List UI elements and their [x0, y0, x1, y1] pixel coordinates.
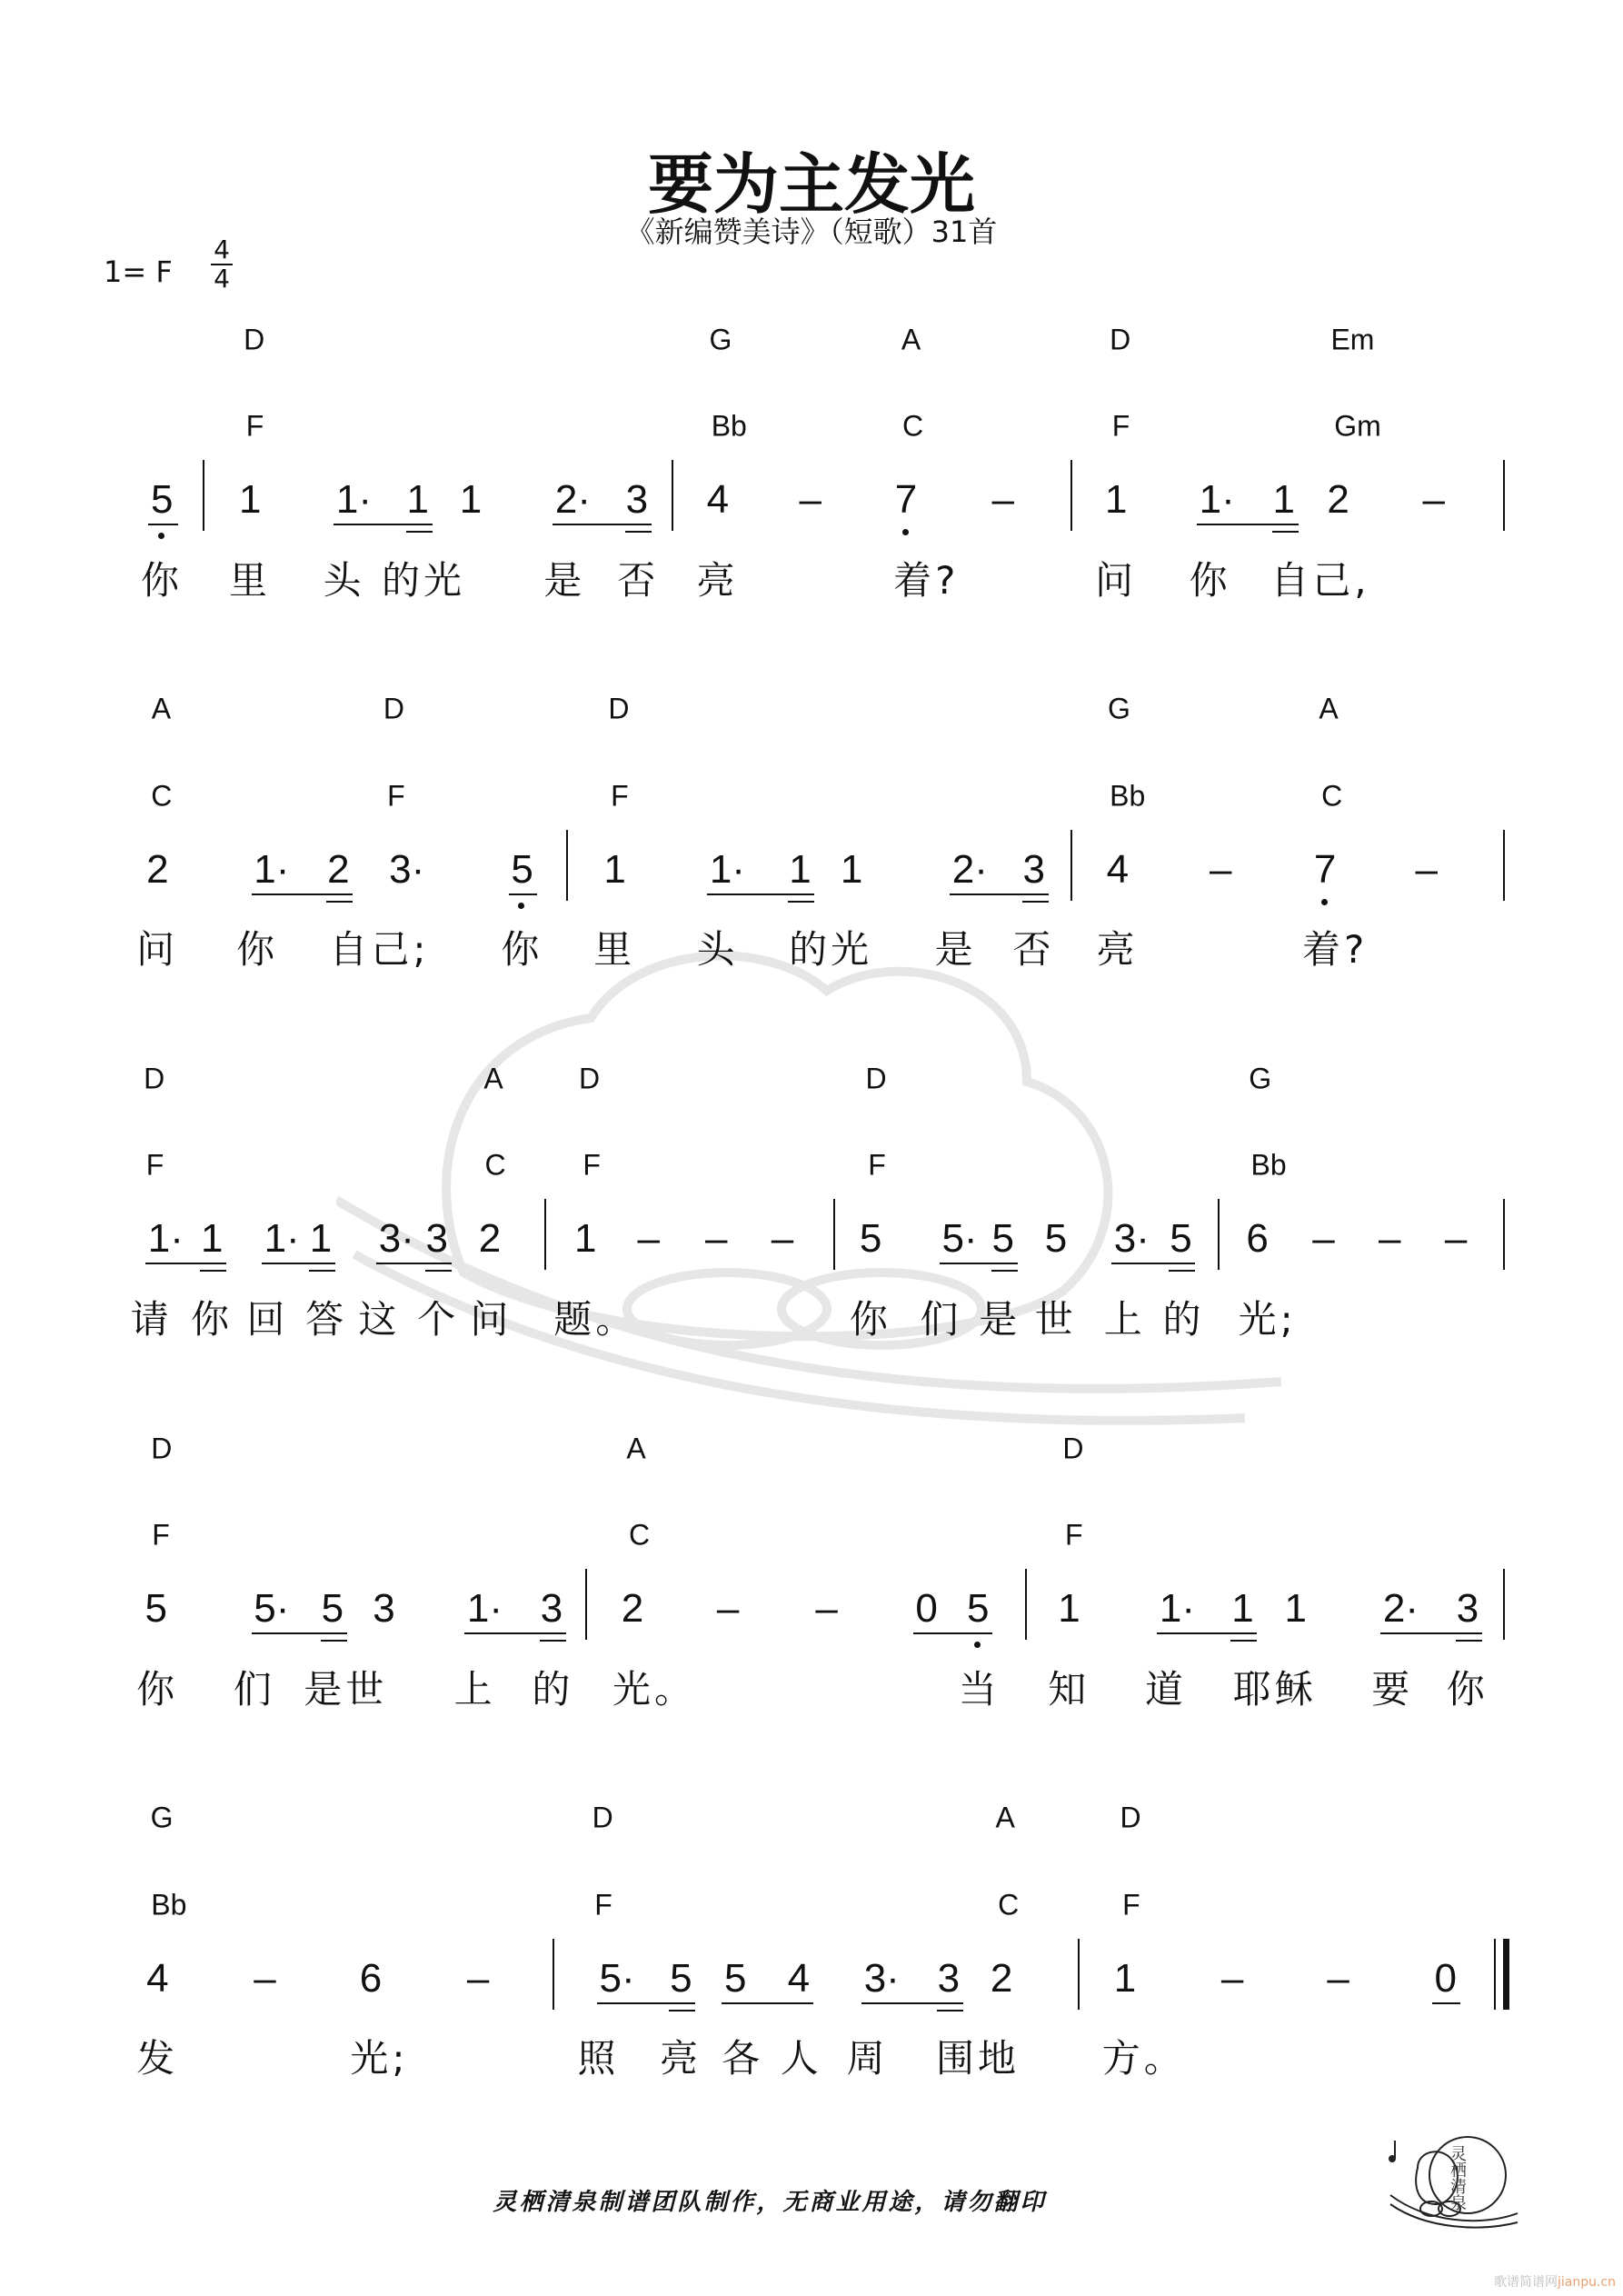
note: 1·: [264, 1216, 300, 1262]
underline-beam: [334, 524, 432, 525]
lyric: 你: [140, 557, 183, 603]
note: 1·: [147, 1216, 184, 1262]
note: 3: [425, 1216, 449, 1262]
barline: [203, 460, 204, 531]
note: –: [1415, 846, 1438, 892]
chord-bottom: F: [594, 1888, 612, 1922]
note: –: [1422, 477, 1446, 523]
underline-beam: [1169, 1270, 1195, 1272]
underline-beam: [509, 893, 537, 895]
note: 3: [1456, 1585, 1479, 1631]
lyric: 光。: [612, 1666, 697, 1712]
note: 3·: [863, 1955, 900, 2001]
octave-dot-below: [974, 1642, 981, 1648]
lyric: 答: [305, 1297, 348, 1343]
note: 3: [540, 1585, 563, 1631]
lyric: 问: [136, 927, 179, 973]
underline-beam: [1272, 531, 1299, 533]
note: 1: [1105, 477, 1128, 523]
note: 2·: [554, 477, 592, 523]
underline-beam: [1432, 2002, 1460, 2004]
barline: [833, 1199, 835, 1270]
lyric: 是: [934, 927, 977, 973]
note: –: [1444, 1216, 1468, 1262]
note: 1: [406, 477, 429, 523]
underline-beam: [707, 893, 814, 895]
note: 1: [789, 846, 812, 892]
underline-beam: [200, 1270, 226, 1272]
underline-beam: [937, 2010, 963, 2011]
note: –: [704, 1216, 728, 1262]
lyric: 头: [696, 927, 739, 973]
underline-beam: [321, 1640, 347, 1642]
note: 1: [1113, 1955, 1137, 2001]
chord-bottom: C: [629, 1518, 651, 1552]
barline: [544, 1199, 546, 1270]
chord-bottom: Bb: [711, 409, 747, 443]
barline: [1218, 1199, 1220, 1270]
note: 3: [625, 477, 649, 523]
lyric: 亮: [1096, 927, 1139, 973]
underline-beam: [326, 901, 353, 903]
lyric: 头: [323, 557, 365, 603]
lyric: 的: [532, 1666, 574, 1712]
lyric: 你: [236, 927, 279, 973]
underline-beam: [1197, 524, 1299, 525]
note: 3: [937, 1955, 961, 2001]
note: 7: [894, 477, 918, 523]
octave-dot-below: [518, 903, 524, 909]
time-signature: [211, 235, 233, 294]
chord-bottom: F: [1111, 409, 1130, 443]
note: 5·: [254, 1585, 290, 1631]
lyric: 否: [1012, 927, 1055, 973]
chord-bottom: Gm: [1334, 409, 1381, 443]
note: 3: [373, 1585, 395, 1631]
note: 4: [706, 477, 730, 523]
underline-beam: [1157, 1632, 1257, 1634]
underline-beam: [464, 1632, 566, 1634]
underline-beam: [625, 531, 652, 533]
chord-bottom: C: [151, 779, 173, 813]
chord-bottom: C: [998, 1888, 1020, 1922]
note: –: [799, 477, 821, 523]
note: 2: [1327, 477, 1349, 523]
chord-top: D: [144, 1062, 165, 1095]
site-name: 歌谱简谱网: [1493, 2275, 1558, 2290]
lyric: 这: [358, 1297, 401, 1343]
note: –: [1327, 1955, 1349, 2001]
sheep-watermark-icon: [336, 927, 1281, 1436]
chord-bottom: F: [1065, 1518, 1083, 1552]
chord-bottom: F: [868, 1148, 886, 1182]
note: 2: [327, 846, 350, 892]
chord-bottom: C: [1321, 779, 1343, 813]
lyric: 要: [1371, 1666, 1414, 1712]
chord-top: A: [901, 323, 921, 356]
note: 1·: [1199, 477, 1235, 523]
underline-beam: [1111, 1263, 1195, 1264]
underline-beam: [252, 893, 353, 895]
note: –: [716, 1585, 740, 1631]
note: 1: [840, 846, 863, 892]
barline: [1078, 1939, 1080, 2010]
underline-beam: [252, 1632, 347, 1634]
lyric: 个: [417, 1297, 460, 1343]
chord-top: D: [383, 692, 404, 725]
note: 1: [1058, 1585, 1080, 1631]
underline-beam: [425, 1270, 452, 1272]
underline-beam: [262, 1263, 335, 1264]
chord-top: A: [1319, 692, 1339, 725]
note: 2·: [951, 846, 988, 892]
lyric: 你: [849, 1297, 891, 1343]
barline: [1503, 1569, 1505, 1640]
note: 5: [511, 846, 533, 892]
barline: [1025, 1569, 1027, 1640]
lyric: 们: [920, 1297, 962, 1343]
chord-top: D: [579, 1062, 601, 1095]
underline-beam: [913, 1632, 992, 1634]
credit-text: 灵栖清泉制谱团队制作，无商业用途，请勿翻印: [493, 2189, 1047, 2216]
lyric: 当: [958, 1666, 1001, 1712]
lyric: 各: [722, 2036, 764, 2081]
lyric: 回: [246, 1297, 289, 1343]
note: 0: [1434, 1955, 1457, 2001]
note: 5: [321, 1585, 344, 1631]
lyric: 你: [136, 1666, 179, 1712]
lyric: 方。: [1101, 2036, 1186, 2081]
chord-top: D: [244, 323, 265, 356]
underline-beam: [1230, 1640, 1257, 1642]
lyric: 亮: [696, 557, 739, 603]
note: –: [637, 1216, 661, 1262]
key-signature: 1= F: [104, 255, 173, 289]
octave-dot-below: [1321, 899, 1328, 905]
note: 1: [1272, 477, 1295, 523]
lyric: 是: [979, 1297, 1021, 1343]
note: 1: [309, 1216, 333, 1262]
underline-beam: [145, 1263, 226, 1264]
barline: [1070, 460, 1072, 531]
note: 1: [239, 477, 262, 523]
underline-beam: [950, 893, 1048, 895]
chord-bottom: Bb: [1110, 779, 1146, 813]
note: 5: [991, 1216, 1014, 1262]
lyric: 着?: [893, 557, 960, 603]
note: 5·: [599, 1955, 635, 2001]
note: 5: [966, 1585, 990, 1631]
note: 1·: [335, 477, 372, 523]
chord-bottom: F: [152, 1518, 170, 1552]
lyric: 你: [1446, 1666, 1489, 1712]
underline-beam: [861, 2002, 963, 2004]
lyric: 光;: [1238, 1297, 1297, 1343]
chord-bottom: F: [611, 779, 629, 813]
chord-top: D: [865, 1062, 887, 1095]
chord-top: D: [608, 692, 630, 725]
chord-top: D: [592, 1801, 613, 1834]
logo-text: 灵栖清泉: [1448, 2145, 1467, 2211]
final-barline-thin: [1494, 1939, 1496, 2010]
lyric: 围地: [935, 2036, 1020, 2081]
chord-bottom: C: [901, 409, 924, 443]
underline-beam: [1456, 1640, 1482, 1642]
note: 2: [990, 1955, 1013, 2001]
note: 4: [787, 1955, 811, 2001]
underline-beam: [597, 2002, 695, 2004]
chord-top: A: [151, 692, 172, 725]
lyric: 周: [846, 2036, 889, 2081]
note: 1: [459, 477, 483, 523]
lyric: 自己;: [329, 927, 430, 973]
lyric: 的光: [381, 557, 465, 603]
song-source: 《新编赞美诗》（短歌）31首: [625, 215, 998, 249]
note: –: [1209, 846, 1232, 892]
note: –: [1312, 1216, 1335, 1262]
note: –: [254, 1955, 276, 2001]
underline-beam: [540, 1640, 566, 1642]
underline-beam: [309, 1270, 335, 1272]
note: 5: [724, 1955, 747, 2001]
underline-beam: [991, 1270, 1018, 1272]
lyric: 照: [577, 2036, 620, 2081]
lyric: 题。: [553, 1297, 638, 1343]
lyric: 你: [501, 927, 543, 973]
lyric: 发: [136, 2036, 179, 2081]
underline-beam: [722, 2002, 812, 2004]
chord-top: G: [1249, 1062, 1272, 1095]
note: 1·: [254, 846, 290, 892]
lyric: 耶稣: [1232, 1666, 1317, 1712]
lyric: 们: [233, 1666, 275, 1712]
lyric: 的光: [789, 927, 873, 973]
lyric: 上: [453, 1666, 496, 1712]
underline-beam: [788, 901, 814, 903]
lyric: 道: [1145, 1666, 1188, 1712]
lyric: 问: [1095, 557, 1138, 603]
note: 2: [621, 1585, 644, 1631]
lyric: 的: [1162, 1297, 1205, 1343]
note: 1·: [1159, 1585, 1196, 1631]
note: –: [991, 477, 1014, 523]
note: 3·: [1113, 1216, 1150, 1262]
chord-top: G: [150, 1801, 174, 1834]
note: 5: [670, 1955, 692, 2001]
note: 5: [859, 1216, 882, 1262]
note: –: [466, 1955, 490, 2001]
lyric: 请: [130, 1297, 173, 1343]
time-top: 4: [214, 235, 230, 265]
octave-dot-below: [902, 529, 909, 535]
lyric: 知: [1048, 1666, 1090, 1712]
lyric: 问: [470, 1297, 513, 1343]
barline: [1503, 1199, 1505, 1270]
barline: [672, 460, 673, 531]
lyric: 着?: [1301, 927, 1369, 973]
note: –: [1379, 1216, 1401, 1262]
lyric: 你: [1189, 557, 1231, 603]
note: –: [815, 1585, 838, 1631]
note: 1·: [466, 1585, 503, 1631]
note: 3·: [389, 846, 425, 892]
note: 1: [603, 846, 626, 892]
chord-top: D: [1062, 1432, 1084, 1465]
chord-top: D: [1110, 323, 1131, 356]
barline: [1070, 830, 1072, 901]
chord-bottom: F: [1122, 1888, 1140, 1922]
note: 4: [1106, 846, 1130, 892]
chord-bottom: C: [484, 1148, 506, 1182]
final-barline-thick: [1503, 1939, 1509, 2010]
barline: [566, 830, 568, 901]
note: 1: [1284, 1585, 1307, 1631]
lyric: 光;: [350, 2036, 409, 2081]
underline-beam: [553, 524, 651, 525]
note: 6: [359, 1955, 383, 2001]
lyric: 你: [190, 1297, 233, 1343]
underline-beam: [1022, 901, 1049, 903]
note: 1·: [709, 846, 745, 892]
lyric: 是世: [304, 1666, 388, 1712]
lyric: 世: [1034, 1297, 1077, 1343]
chord-top: A: [626, 1432, 646, 1465]
underline-beam: [376, 1263, 452, 1264]
time-bottom: 4: [214, 264, 230, 294]
note: 5·: [941, 1216, 978, 1262]
underline-beam: [406, 531, 433, 533]
note: 4: [146, 1955, 169, 2001]
song-title: 要为主发光: [647, 146, 975, 223]
lyric: 上: [1103, 1297, 1146, 1343]
note: 1: [573, 1216, 597, 1262]
chord-top: G: [1107, 692, 1130, 725]
note: 3: [1022, 846, 1045, 892]
lyric: 否: [617, 557, 660, 603]
chord-bottom: Bb: [151, 1888, 187, 1922]
lyric: 里: [593, 927, 636, 973]
chord-top: Em: [1330, 323, 1375, 356]
note: 6: [1246, 1216, 1269, 1262]
note: 7: [1313, 846, 1337, 892]
note: 5: [1044, 1216, 1068, 1262]
barline: [553, 1939, 554, 2010]
note: 5: [144, 1585, 167, 1631]
note: –: [1220, 1955, 1244, 2001]
barline: [1503, 460, 1505, 531]
note: 5: [150, 477, 174, 523]
chord-top: D: [1120, 1801, 1141, 1834]
underline-beam: [940, 1263, 1018, 1264]
chord-top: A: [483, 1062, 503, 1095]
note: 1: [200, 1216, 224, 1262]
chord-top: G: [709, 323, 732, 356]
lyric: 是: [543, 557, 586, 603]
chord-bottom: F: [582, 1148, 601, 1182]
chord-top: D: [151, 1432, 173, 1465]
underline-beam: [148, 524, 177, 525]
note: 5: [1170, 1216, 1192, 1262]
lyric: 人: [780, 2036, 822, 2081]
lyric: 自己,: [1270, 557, 1370, 603]
underline-beam: [669, 2010, 695, 2011]
chord-bottom: Bb: [1250, 1148, 1287, 1182]
underline-beam: [1380, 1632, 1482, 1634]
octave-dot-below: [158, 533, 164, 539]
site-watermark: [1494, 2272, 1616, 2291]
note: 2·: [1382, 1585, 1419, 1631]
chord-bottom: F: [245, 409, 264, 443]
barline: [1503, 830, 1505, 901]
note: 2: [146, 846, 169, 892]
note: 0: [915, 1585, 938, 1631]
chord-bottom: F: [387, 779, 405, 813]
chord-top: A: [995, 1801, 1015, 1834]
barline: [585, 1569, 587, 1640]
note: 3·: [378, 1216, 414, 1262]
chord-bottom: F: [145, 1148, 164, 1182]
note: 1: [1231, 1585, 1254, 1631]
lyric: 里: [229, 557, 272, 603]
site-url: jianpu.cn: [1557, 2275, 1616, 2290]
lyric: 亮: [660, 2036, 702, 2081]
note: –: [771, 1216, 794, 1262]
note: 2: [478, 1216, 502, 1262]
